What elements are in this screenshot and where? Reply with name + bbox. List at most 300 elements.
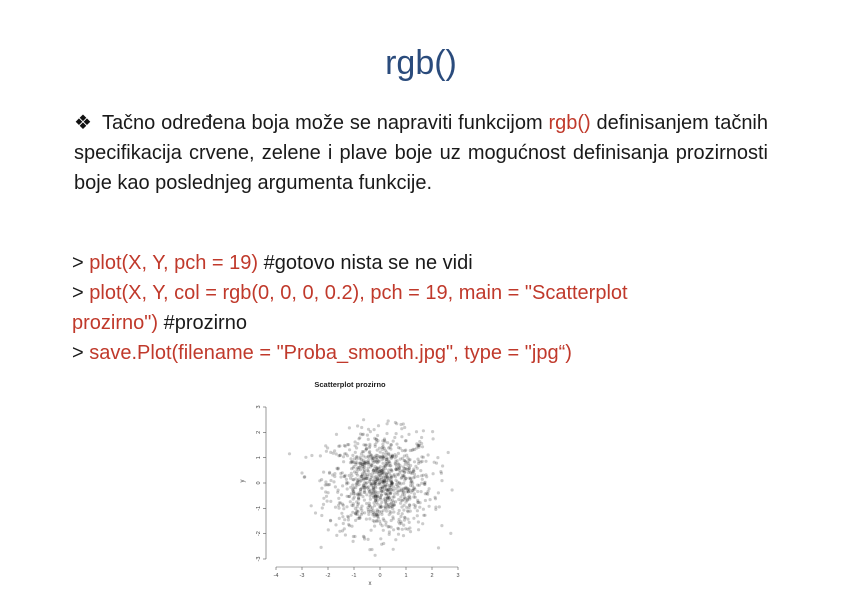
scatter-point [346, 515, 349, 518]
x-axis [274, 567, 460, 579]
scatter-point [390, 476, 393, 479]
scatter-point [409, 481, 412, 484]
scatter-point [403, 426, 406, 429]
scatter-point [325, 495, 328, 498]
scatter-point [366, 473, 369, 476]
scatter-point [451, 488, 454, 491]
scatter-point [420, 436, 423, 439]
scatter-point [328, 483, 331, 486]
scatter-point [368, 548, 371, 551]
scatter-point [399, 482, 402, 485]
scatter-point [434, 497, 437, 500]
scatter-point [440, 479, 443, 482]
scatter-point [320, 514, 323, 517]
scatter-point [395, 422, 398, 425]
scatter-point [417, 528, 420, 531]
scatter-point [420, 455, 423, 458]
scatter-point [324, 483, 327, 486]
scatter-point [381, 462, 384, 465]
scatter-point [394, 500, 397, 503]
scatter-point [341, 484, 344, 487]
scatter-point [349, 514, 352, 517]
scatter-point [393, 492, 396, 495]
scatter-point [434, 508, 437, 511]
scatter-point [365, 518, 368, 521]
scatter-point [400, 435, 403, 438]
scatter-point [319, 454, 322, 457]
scatter-point [333, 449, 336, 452]
scatter-point [355, 455, 358, 458]
scatter-point [440, 472, 443, 475]
y-tick-label: 0 [256, 481, 262, 485]
code-comment: #prozirno [163, 312, 247, 334]
scatter-point [337, 454, 340, 457]
scatter-point [412, 517, 415, 520]
scatter-point [355, 483, 358, 486]
scatter-point [417, 520, 420, 523]
scatter-point [397, 486, 400, 489]
scatter-point [382, 476, 385, 479]
scatter-point [424, 499, 427, 502]
scatter-point [331, 473, 334, 476]
scatter-point [375, 456, 378, 459]
scatter-point [387, 495, 390, 498]
scatter-point [385, 432, 388, 435]
y-tick-label: 2 [256, 430, 262, 434]
scatter-point [402, 474, 405, 477]
scatter-point [324, 444, 327, 447]
scatter-point [392, 528, 395, 531]
scatter-point [341, 503, 344, 506]
scatter-point [409, 530, 412, 533]
scatter-point [379, 522, 382, 525]
scatter-point [320, 546, 323, 549]
scatter-point [389, 480, 392, 483]
scatter-point [403, 504, 406, 507]
scatter-point [352, 540, 355, 543]
scatter-point [344, 533, 347, 536]
scatter-point [382, 542, 385, 545]
scatter-point [384, 502, 387, 505]
scatter-point [349, 477, 352, 480]
x-tick-label: -4 [273, 573, 279, 579]
scatter-point [365, 444, 368, 447]
scatter-point [400, 489, 403, 492]
scatter-point [303, 476, 306, 479]
scatter-point [391, 499, 394, 502]
scatter-point [346, 454, 349, 457]
y-axis-label: y [240, 479, 246, 483]
scatter-point [398, 509, 401, 512]
scatter-point [361, 450, 364, 453]
scatter-point [373, 428, 376, 431]
scatter-point [377, 491, 380, 494]
scatter-point [360, 505, 363, 508]
scatter-point [381, 456, 384, 459]
scatter-point [384, 507, 387, 510]
scatter-point [396, 473, 399, 476]
scatter-point [375, 441, 378, 444]
scatter-point [347, 518, 350, 521]
scatter-point [403, 467, 406, 470]
scatter-point [351, 460, 354, 463]
scatter-point [351, 454, 354, 457]
scatter-point [429, 498, 432, 501]
scatter-point [418, 484, 421, 487]
scatter-point [367, 428, 370, 431]
scatter-point [324, 490, 327, 493]
scatter-point [349, 500, 352, 503]
bullet-paragraph [74, 108, 768, 198]
scatter-point [352, 478, 355, 481]
scatter-point [382, 517, 385, 520]
scatter-point [354, 463, 357, 466]
scatter-point [398, 466, 401, 469]
scatter-point [352, 504, 355, 507]
scatter-point [413, 460, 416, 463]
y-tick-label: -3 [256, 556, 262, 562]
scatter-point [332, 480, 335, 483]
scatter-point [363, 499, 366, 502]
code-block [72, 248, 772, 368]
x-axis-label: x [368, 581, 372, 587]
scatter-point [362, 454, 365, 457]
scatter-point [392, 440, 395, 443]
scatter-point [423, 483, 426, 486]
x-tick-label: 3 [456, 573, 460, 579]
scatter-point [449, 532, 452, 535]
scatter-point [367, 455, 370, 458]
scatter-point [354, 451, 357, 454]
scatter-point [390, 469, 393, 472]
scatter-point [314, 511, 317, 514]
scatter-point [405, 439, 408, 442]
scatter-point [348, 426, 351, 429]
slide-title: rgb() [385, 44, 457, 82]
scatter-point [416, 499, 419, 502]
scatter-point [377, 424, 380, 427]
scatter-point [334, 506, 337, 509]
scatter-point [368, 478, 371, 481]
scatter-point [365, 493, 368, 496]
scatter-point [447, 451, 450, 454]
scatter-point [373, 437, 376, 440]
scatter-point [334, 485, 337, 488]
scatter-point [369, 465, 372, 468]
scatter-point [416, 509, 419, 512]
diamond-bullet-icon: ❖ [74, 112, 92, 134]
scatter-point [358, 493, 361, 496]
scatter-point [408, 467, 411, 470]
scatter-point [325, 450, 328, 453]
scatter-point [437, 491, 440, 494]
scatter-point [391, 496, 394, 499]
scatter-point [387, 460, 390, 463]
scatter-point [397, 498, 400, 501]
scatter-point [343, 452, 346, 455]
scatter-point [418, 506, 421, 509]
scatter-point [425, 475, 428, 478]
scatter-point [352, 487, 355, 490]
scatter-point [403, 493, 406, 496]
scatter-point [357, 437, 360, 440]
scatter-point [424, 460, 427, 463]
scatter-point [373, 525, 376, 528]
scatter-point [415, 442, 418, 445]
scatter-point [394, 468, 397, 471]
scatter-point [417, 462, 420, 465]
scatter-point [398, 522, 401, 525]
scatter-point [422, 514, 425, 517]
scatter-point [360, 475, 363, 478]
scatter-point [393, 473, 396, 476]
code-line [72, 338, 772, 368]
scatter-point [310, 504, 313, 507]
scatter-point [375, 461, 378, 464]
scatter-point [368, 502, 371, 505]
scatter-point [383, 439, 386, 442]
x-tick-label: 2 [430, 573, 434, 579]
scatter-point [327, 528, 330, 531]
scatter-point [372, 461, 375, 464]
scatter-point [416, 514, 419, 517]
scatter-point [389, 502, 392, 505]
scatter-point [390, 483, 393, 486]
scatter-point [372, 488, 375, 491]
scatter-point [382, 452, 385, 455]
scatter-point [341, 471, 344, 474]
scatter-point [402, 422, 405, 425]
scatter-point [342, 460, 345, 463]
scatter-point [354, 440, 357, 443]
scatter-point [356, 470, 359, 473]
scatter-point [404, 487, 407, 490]
scatter-point [388, 486, 391, 489]
scatter-point [358, 457, 361, 460]
scatter-point [413, 492, 416, 495]
scatter-point [381, 448, 384, 451]
scatter-point [360, 509, 363, 512]
scatter-point [397, 533, 400, 536]
scatter-point [364, 460, 367, 463]
scatter-point [354, 444, 357, 447]
scatter-point [329, 519, 332, 522]
x-tick-label: -1 [351, 573, 357, 579]
scatter-point [358, 480, 361, 483]
y-axis [256, 405, 266, 561]
scatter-point [441, 464, 444, 467]
scatter-point [421, 460, 424, 463]
scatter-point [391, 515, 394, 518]
scatter-point [288, 452, 291, 455]
scatter-point [354, 519, 357, 522]
scatter-point [337, 445, 340, 448]
scatter-point [406, 518, 409, 521]
scatter-point [381, 485, 384, 488]
scatter-point [337, 489, 340, 492]
scatter-point [397, 452, 400, 455]
scatter-point [392, 548, 395, 551]
scatter-point [369, 498, 372, 501]
scatter-point [406, 509, 409, 512]
scatter-point [409, 449, 412, 452]
scatter-point [367, 463, 370, 466]
scatter-point [381, 443, 384, 446]
scatter-point [426, 493, 429, 496]
scatter-point [352, 492, 355, 495]
scatter-point [376, 503, 379, 506]
scatter-point [384, 523, 387, 526]
scatter-point [350, 467, 353, 470]
scatter-point [354, 512, 357, 515]
scatter-point [394, 538, 397, 541]
chart-title: Scatterplot prozirno [314, 380, 386, 389]
scatter-point [380, 472, 383, 475]
scatter-point [304, 456, 307, 459]
scatter-point [356, 503, 359, 506]
scatter-point [322, 471, 325, 474]
scatter-point [412, 448, 415, 451]
scatter-point [397, 446, 400, 449]
code-prompt: > [72, 342, 84, 364]
scatter-point [362, 486, 365, 489]
scatter-point [328, 471, 331, 474]
scatter-point [427, 490, 430, 493]
scatter-point [428, 505, 431, 508]
scatter-point [391, 507, 394, 510]
scatter-point [348, 495, 351, 498]
scatter-point [392, 510, 395, 513]
scatter-point [412, 470, 415, 473]
scatter-point [385, 473, 388, 476]
scatter-point [329, 500, 332, 503]
scatter-point [402, 509, 405, 512]
scatter-point [412, 476, 415, 479]
scatter-point [378, 468, 381, 471]
scatter-point [337, 507, 340, 510]
code-command: plot(X, Y, pch = 19) [89, 252, 259, 274]
scatter-point [380, 511, 383, 514]
scatter-point [385, 488, 388, 491]
scatter-point [365, 502, 368, 505]
x-tick-label: -2 [325, 573, 331, 579]
scatter-point [376, 508, 379, 511]
scatter-point [388, 533, 391, 536]
scatter-point [387, 525, 390, 528]
scatter-point [388, 513, 391, 516]
scatter-point [375, 454, 378, 457]
scatter-point [368, 490, 371, 493]
scatter-point [362, 418, 365, 421]
scatter-point [384, 492, 387, 495]
scatter-point [403, 449, 406, 452]
scatter-point [365, 477, 368, 480]
scatter-point [373, 520, 376, 523]
bullet-text: Tačno određena boja može se napraviti funkcijom [101, 112, 543, 134]
scatter-point [389, 464, 392, 467]
y-tick-label: -1 [256, 505, 262, 511]
scatter-point [414, 496, 417, 499]
x-tick-label: 0 [378, 573, 382, 579]
scatter-point [408, 503, 411, 506]
scatter-point [407, 433, 410, 436]
x-tick-label: -3 [299, 573, 305, 579]
scatter-point [344, 474, 347, 477]
y-tick-label: 1 [256, 456, 262, 460]
scatter-point [393, 436, 396, 439]
scatter-point [346, 443, 349, 446]
scatter-point [359, 464, 362, 467]
scatter-point [394, 479, 397, 482]
scatter-point [394, 456, 397, 459]
scatter-point [361, 433, 364, 436]
scatter-point [399, 502, 402, 505]
scatter-point [368, 443, 371, 446]
scatter-point [438, 505, 441, 508]
y-tick-label: 3 [256, 405, 262, 409]
scatter-point [300, 471, 303, 474]
scatter-point [322, 497, 325, 500]
scatter-point [404, 516, 407, 519]
scatter-point [342, 507, 345, 510]
scatter-point [388, 446, 391, 449]
scatter-point [432, 437, 435, 440]
scatter-point [416, 458, 419, 461]
scatter-point [342, 455, 345, 458]
scatter-point [379, 496, 382, 499]
scatter-point [427, 453, 430, 456]
scatter-point [366, 434, 369, 437]
scatter-point [419, 469, 422, 472]
scatter-point [401, 512, 404, 515]
scatter-point [371, 506, 374, 509]
bullet-text-rest: definisanjem tačnih specifikacija crvene, zelene i plave boje uz mogućnost definisanja prozirnosti boje kao poslednjeg argumenta funkcije. [74, 112, 769, 194]
scatter-point [388, 472, 391, 475]
scatter-point [374, 475, 377, 478]
scatter-point [367, 538, 370, 541]
scatter-point [388, 510, 391, 513]
scatter-point [341, 515, 344, 518]
scatter-point [402, 482, 405, 485]
scatter-point [364, 448, 367, 451]
scatter-point [414, 504, 417, 507]
scatter-point [440, 524, 443, 527]
scatter-point [393, 503, 396, 506]
scatter-point [345, 478, 348, 481]
scatter-point [397, 527, 400, 530]
scatter-point [422, 429, 425, 432]
scatter-point [337, 497, 340, 500]
scatter-point [361, 511, 364, 514]
scatter-point [413, 486, 416, 489]
scatter-point [374, 554, 377, 557]
scatter-point [324, 480, 327, 483]
scatter-point [348, 448, 351, 451]
scatter-point [354, 507, 357, 510]
scatter-point [406, 456, 409, 459]
code-command: save.Plot(filename = "Proba_smooth.jpg", type = "jpg“) [89, 342, 572, 364]
scatter-point [402, 534, 405, 537]
scatter-point [360, 426, 363, 429]
scatter-point [337, 467, 340, 470]
scatter-point [322, 503, 325, 506]
bullet-function-name: rgb() [548, 112, 591, 134]
scatter-point [338, 530, 341, 533]
scatter-point [395, 432, 398, 435]
scatter-point [378, 447, 381, 450]
scatter-point [400, 427, 403, 430]
scatter-point [375, 480, 378, 483]
